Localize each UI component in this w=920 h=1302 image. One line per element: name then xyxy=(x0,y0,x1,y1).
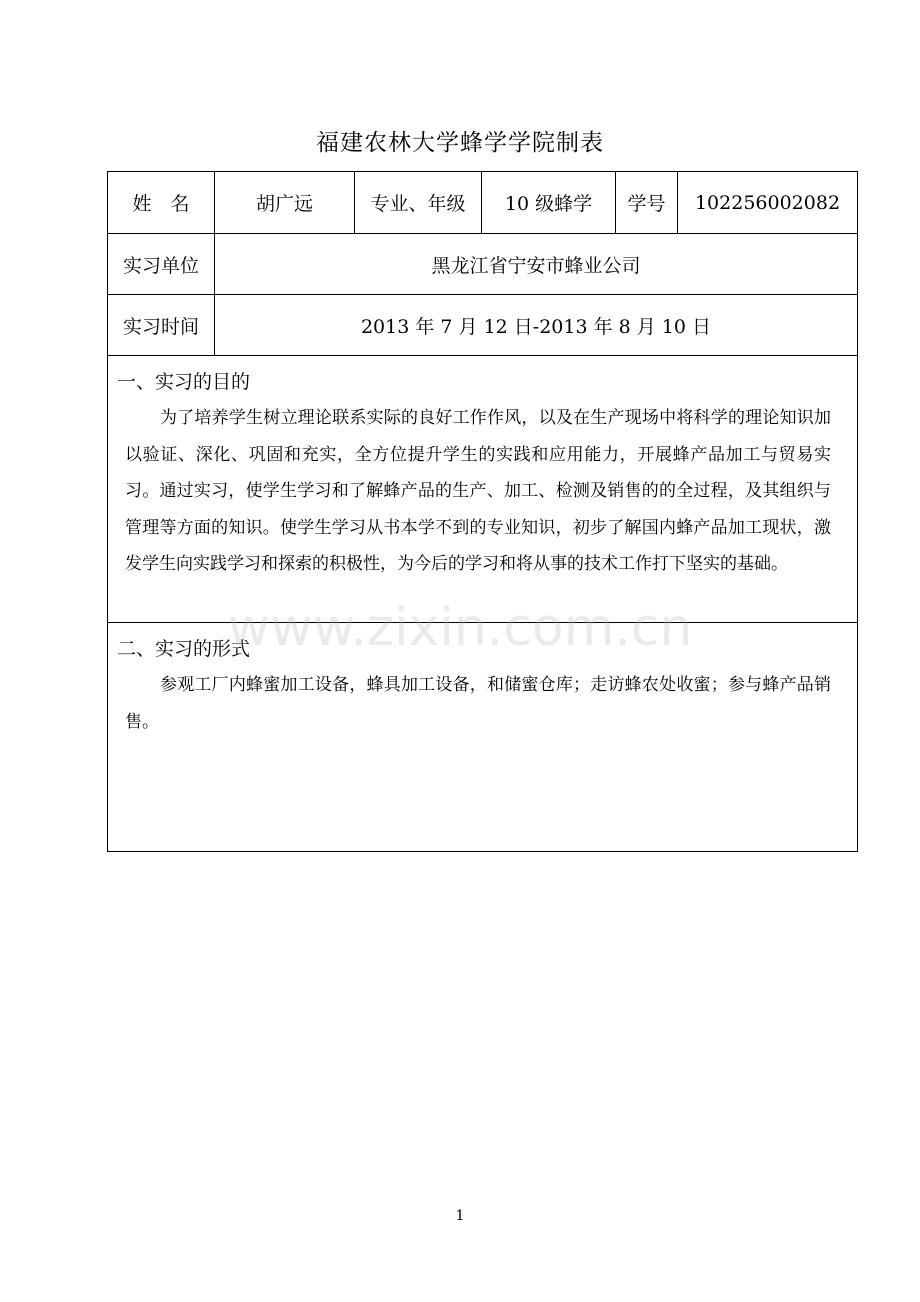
purpose-section xyxy=(108,356,858,623)
student-id-label: 学号 xyxy=(616,172,678,234)
internship-unit-row xyxy=(108,234,858,295)
student-id-value: 102256002082 xyxy=(678,172,858,234)
purpose-section-row xyxy=(108,356,858,623)
purpose-body: 为了培养学生树立理论联系实际的良好工作作风，以及在生产现场中将科学的理论知识加以验证、深化、巩固和充实，全方位提升学生的实践和应用能力，开展蜂产品加工与贸易实习。通过实习，使学生学习和了解蜂产品的生产、加工、检测及销售的的全过程，及其组织与管理等方面的知识。使学生学习从书本学不到的专业知识，初步了解国内蜂产品加工现状，激发学生向实践学习和探索的积极性，为今后的学习和将从事的技术工作打下坚实的基础。 xyxy=(125,408,831,574)
purpose-heading: 一、实习的目的 xyxy=(117,371,251,393)
student-info-row xyxy=(108,172,858,234)
watermark: www.zixin.com.cn xyxy=(227,598,693,658)
major-grade-label: 专业、年级 xyxy=(355,172,482,234)
internship-time-row xyxy=(108,295,858,356)
internship-time-value: 2013 年 7 月 12 日-2013 年 8 月 10 日 xyxy=(215,295,858,356)
name-label: 姓 名 xyxy=(108,172,215,234)
document-title: 福建农林大学蜂学学院制表 xyxy=(316,130,604,156)
internship-form-table xyxy=(107,171,858,852)
name-value: 胡广远 xyxy=(215,172,355,234)
form-heading: 二、实习的形式 xyxy=(117,638,251,660)
form-section-row xyxy=(108,623,858,852)
form-section xyxy=(108,623,858,852)
internship-unit-label: 实习单位 xyxy=(108,234,215,295)
major-grade-value: 10 级蜂学 xyxy=(482,172,616,234)
internship-unit-value: 黑龙江省宁安市蜂业公司 xyxy=(215,234,858,295)
internship-time-label: 实习时间 xyxy=(108,295,215,356)
form-body: 参观工厂内蜂蜜加工设备，蜂具加工设备，和储蜜仓库；走访蜂农处收蜜；参与蜂产品销售。 xyxy=(125,675,831,732)
page-number: 1 xyxy=(455,1208,465,1224)
